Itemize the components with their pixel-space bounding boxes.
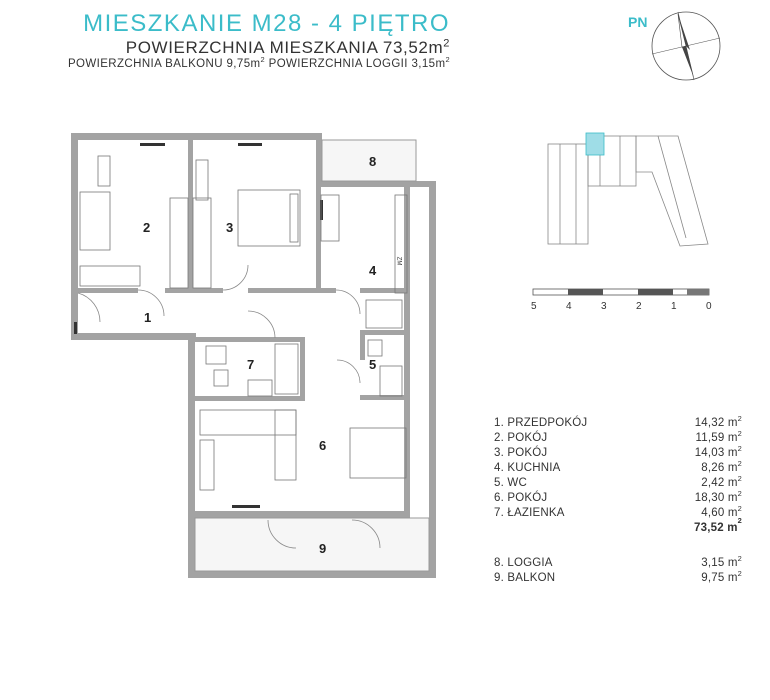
room-area-unit-sup: 2 bbox=[737, 489, 742, 499]
outdoor-area-unit-sup: 2 bbox=[737, 554, 742, 564]
room-area-unit-sup: 2 bbox=[737, 459, 742, 469]
list-item bbox=[494, 556, 742, 571]
total-area-unit-sup: 2 bbox=[737, 516, 742, 525]
room-number-1: 1 bbox=[144, 310, 152, 325]
room-area-value: 4,60 m bbox=[701, 507, 738, 519]
room-number-3: 3 bbox=[226, 220, 234, 235]
room-name: 7. ŁAZIENKA bbox=[494, 507, 565, 519]
room-area bbox=[696, 431, 742, 446]
room-number-8: 8 bbox=[369, 154, 377, 169]
room-name: 1. PRZEDPOKÓJ bbox=[494, 417, 588, 429]
room-area-value: 18,30 m bbox=[694, 492, 738, 504]
room-number-6: 6 bbox=[319, 438, 327, 453]
list-item bbox=[494, 506, 742, 521]
list-item bbox=[494, 461, 742, 476]
outdoor-area-value: 3,15 m bbox=[701, 557, 738, 569]
list-item bbox=[494, 416, 742, 431]
scale-label: 1 bbox=[671, 301, 677, 312]
scale-label: 0 bbox=[706, 301, 712, 312]
room-area-value: 8,26 m bbox=[701, 462, 738, 474]
room-area-unit-sup: 2 bbox=[737, 444, 742, 454]
room-name: 5. WC bbox=[494, 477, 527, 489]
scale-label: 2 bbox=[636, 301, 642, 312]
room-number-9: 9 bbox=[319, 541, 327, 556]
apartment-title: MIESZKANIE M28 - 4 PIĘTRO bbox=[83, 10, 450, 37]
list-item bbox=[494, 476, 742, 491]
outdoor-area-unit-sup: 2 bbox=[737, 569, 742, 579]
scale-label: 5 bbox=[531, 301, 537, 312]
room-area bbox=[695, 416, 742, 431]
loggia-area-label: POWIERZCHNIA LOGGII 3,15m bbox=[265, 58, 446, 70]
room-area-value: 11,59 m bbox=[695, 432, 738, 444]
room-area-unit-sup: 2 bbox=[737, 414, 742, 424]
outdoor-area bbox=[701, 571, 742, 586]
list-item bbox=[494, 431, 742, 446]
building-minimap bbox=[540, 128, 720, 248]
room-number-7: 7 bbox=[247, 357, 255, 372]
area-unit-sup: 2 bbox=[443, 37, 450, 50]
room-name: 4. KUCHNIA bbox=[494, 462, 561, 474]
room-area bbox=[695, 446, 742, 461]
scale-label: 3 bbox=[601, 301, 607, 312]
fixture-label: ZM bbox=[395, 256, 402, 266]
room-area bbox=[701, 461, 742, 476]
outdoor-name: 8. LOGGIA bbox=[494, 557, 553, 569]
room-number-5: 5 bbox=[369, 357, 377, 372]
room-name: 3. POKÓJ bbox=[494, 447, 548, 459]
room-area bbox=[695, 491, 742, 506]
outdoor-area-value: 9,75 m bbox=[701, 572, 738, 584]
room-number-2: 2 bbox=[143, 220, 151, 235]
room-area-unit-sup: 2 bbox=[737, 429, 742, 439]
room-area-value: 14,32 m bbox=[694, 417, 738, 429]
loggia-unit-sup: 2 bbox=[445, 55, 450, 65]
room-name: 2. POKÓJ bbox=[494, 432, 548, 444]
room-area-value: 2,42 m bbox=[701, 477, 738, 489]
total-area bbox=[494, 516, 742, 536]
scale-bar bbox=[525, 286, 715, 300]
outdoor-area bbox=[701, 556, 742, 571]
apartment-area-label: POWIERZCHNIA MIESZKANIA 73,52m bbox=[125, 38, 444, 57]
list-item bbox=[494, 446, 742, 461]
room-area-value: 14,03 m bbox=[694, 447, 738, 459]
room-area-unit-sup: 2 bbox=[737, 474, 742, 484]
room-area-list bbox=[494, 416, 742, 586]
room-name: 6. POKÓJ bbox=[494, 492, 548, 504]
outdoor-name: 9. BALKON bbox=[494, 572, 556, 584]
room-area-unit-sup: 2 bbox=[737, 504, 742, 514]
total-area-value: 73,52 m bbox=[694, 522, 738, 534]
balcony-unit-sup: 2 bbox=[260, 55, 266, 65]
room-area bbox=[701, 476, 742, 491]
scale-label: 4 bbox=[566, 301, 572, 312]
balcony-area-label: POWIERZCHNIA BALKONU 9,75m bbox=[67, 58, 261, 70]
room-number-4: 4 bbox=[369, 263, 377, 278]
list-item bbox=[494, 491, 742, 506]
compass-label: PN bbox=[628, 14, 648, 30]
room-area bbox=[701, 506, 742, 521]
list-item bbox=[494, 571, 742, 586]
